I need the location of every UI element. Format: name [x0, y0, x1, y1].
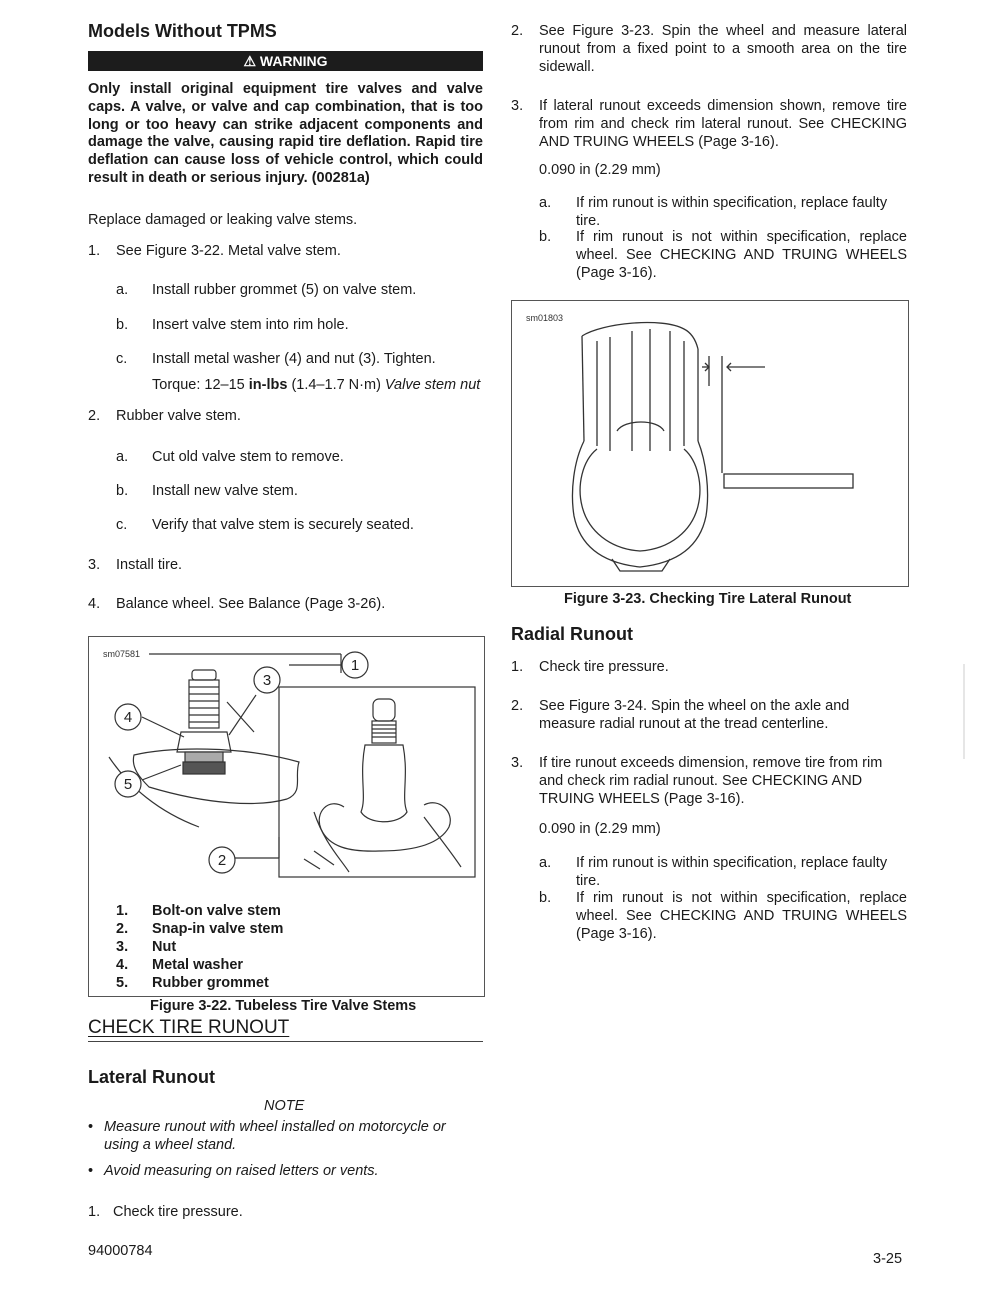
step-text: Rubber valve stem.	[116, 408, 241, 424]
substep-letter: a.	[116, 282, 129, 298]
replace-text: Replace damaged or leaking valve stems.	[88, 212, 358, 228]
page-number: 3-25	[873, 1251, 903, 1267]
legend-row	[116, 974, 283, 992]
legend-text: Bolt-on valve stem	[152, 903, 281, 919]
tpms-heading: Models Without TPMS	[88, 21, 277, 41]
note-bullet: •	[88, 1119, 94, 1135]
callout-3: 3	[262, 672, 272, 689]
figure-3-23-caption: Figure 3-23. Checking Tire Lateral Runout	[564, 591, 852, 607]
lateral-runout-heading: Lateral Runout	[88, 1067, 216, 1087]
substep-text: If rim runout is within specification, replace faulty tire.	[576, 195, 888, 229]
note-bullet: •	[88, 1163, 94, 1179]
scan-mark	[963, 664, 965, 759]
legend-number: 2.	[116, 921, 129, 937]
torque-unit: in-lbs	[248, 377, 288, 393]
legend-number: 3.	[116, 939, 129, 955]
substep-letter: b.	[116, 483, 129, 499]
torque-prefix: Torque: 12–15	[152, 377, 249, 393]
warning-banner: ⚠ WARNING	[88, 51, 483, 71]
step-number: 2.	[88, 408, 101, 424]
step-number: 3.	[88, 557, 101, 573]
figure-3-22-caption: Figure 3-22. Tubeless Tire Valve Stems	[150, 998, 417, 1014]
substep-letter: a.	[116, 449, 129, 465]
substep-letter: c.	[116, 517, 128, 533]
legend-number: 4.	[116, 957, 129, 973]
substep-letter: a.	[539, 855, 552, 871]
legend-row	[116, 956, 283, 974]
legend-row	[116, 902, 283, 920]
step-text: See Figure 3-24. Spin the wheel on the axle and measure radial runout at the tread centerline.	[539, 698, 850, 732]
legend-row	[116, 938, 283, 956]
step-number: 2.	[511, 23, 524, 39]
step-text: If tire runout exceeds dimension, remove tire from rim and check rim radial runout. See CHECKING AND TRUING WHEELS (Page 3-16).	[539, 755, 883, 807]
figure-3-23	[511, 300, 909, 587]
torque-item: Valve stem nut	[384, 377, 481, 393]
step-text: Install tire.	[116, 557, 183, 573]
step-text: If lateral runout exceeds dimension shown, remove tire from rim and check rim lateral runout. See CHECKING AND TRUING WHEELS (Page 3-16).	[539, 98, 907, 150]
substep-text: Insert valve stem into rim hole.	[152, 317, 349, 333]
legend-text: Snap-in valve stem	[152, 921, 284, 937]
section-rule	[88, 1041, 483, 1042]
legend-text: Nut	[152, 939, 177, 955]
step-text: Balance wheel. See Balance (Page 3-26).	[116, 596, 386, 612]
substep-letter: b.	[116, 317, 129, 333]
step-number: 3.	[511, 755, 524, 771]
legend-text: Rubber grommet	[152, 975, 269, 991]
section-title: CHECK TIRE RUNOUT	[88, 1017, 290, 1038]
substep-text: Install new valve stem.	[152, 483, 298, 499]
step-number: 1.	[511, 659, 524, 675]
step-text: Check tire pressure.	[113, 1204, 243, 1220]
spec-value: 0.090 in (2.29 mm)	[539, 162, 661, 178]
note-label: NOTE	[264, 1098, 305, 1114]
substep-letter: c.	[116, 351, 128, 367]
warning-text: Only install original equipment tire valves and valve caps. A valve, or valve and cap combination, that is too long or too heavy can strike adjacent components and damage the valve, causing rapid tire deflation. Rapid tire deflation can cause loss of vehicle control, which could result in death or serious injury. (00281a)	[88, 81, 483, 186]
figure-id: sm07581	[103, 649, 141, 659]
substep-letter: a.	[539, 195, 552, 211]
torque-spec	[152, 376, 480, 394]
callout-5: 5	[123, 776, 133, 793]
note-text: Measure runout with wheel installed on motorcycle or using a wheel stand.	[104, 1119, 446, 1153]
figure-3-22	[88, 636, 485, 997]
substep-letter: b.	[539, 229, 552, 245]
legend-number: 1.	[116, 903, 129, 919]
radial-runout-heading: Radial Runout	[511, 624, 633, 644]
substep-letter: b.	[539, 890, 552, 906]
step-text: See Figure 3-23. Spin the wheel and measure lateral runout from a fixed point to a smooth area on the tire sidewall.	[539, 23, 907, 75]
callout-2: 2	[217, 852, 227, 869]
legend-text: Metal washer	[152, 957, 244, 973]
legend-row	[116, 920, 283, 938]
callout-1: 1	[350, 657, 360, 674]
substep-text: If rim runout is not within specification, replace wheel. See CHECKING AND TRUING WHEELS (Page 3-16).	[576, 890, 907, 942]
substep-text: If rim runout is not within specification, replace wheel. See CHECKING AND TRUING WHEELS (Page 3-16).	[576, 229, 907, 281]
callout-4: 4	[123, 709, 133, 726]
step-text: Check tire pressure.	[539, 659, 669, 675]
step-number: 4.	[88, 596, 101, 612]
spec-value: 0.090 in (2.29 mm)	[539, 821, 661, 837]
step-number: 1.	[88, 243, 101, 259]
substep-text: Cut old valve stem to remove.	[152, 449, 344, 465]
figure-id: sm01803	[526, 313, 564, 323]
figure-legend	[116, 902, 283, 992]
torque-metric: (1.4–1.7 N·m)	[287, 377, 385, 393]
step-number: 3.	[511, 98, 524, 114]
step-number: 1.	[88, 1204, 101, 1220]
substep-text: Verify that valve stem is securely seated.	[152, 517, 414, 533]
substep-text: Install rubber grommet (5) on valve stem.	[152, 282, 417, 298]
step-number: 2.	[511, 698, 524, 714]
doc-number: 94000784	[88, 1243, 153, 1259]
substep-text: If rim runout is within specification, replace faulty tire.	[576, 855, 888, 889]
legend-number: 5.	[116, 975, 129, 991]
substep-text: Install metal washer (4) and nut (3). Tighten.	[152, 351, 436, 367]
step-text: See Figure 3-22. Metal valve stem.	[116, 243, 341, 259]
valve-stem-illustration	[89, 637, 484, 887]
note-text: Avoid measuring on raised letters or vents.	[104, 1163, 379, 1179]
lateral-runout-illustration	[512, 301, 908, 586]
